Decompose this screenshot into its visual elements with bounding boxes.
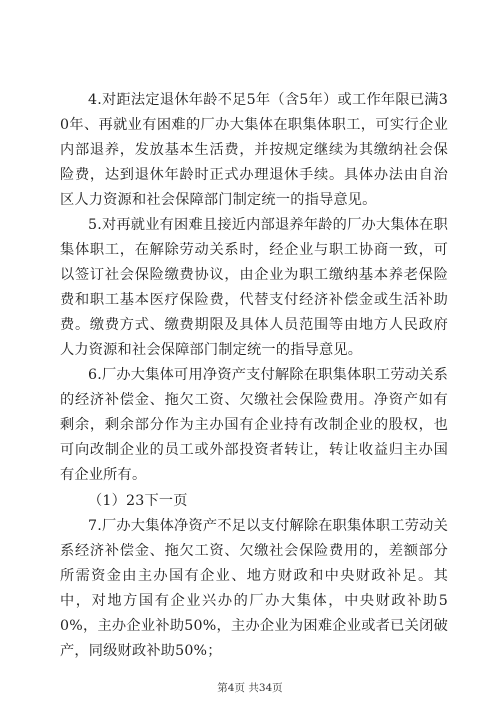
paragraph-6: 6.厂办大集体可用净资产支付解除在职集体职工劳动关系的经济补偿金、拖欠工资、欠缴社会保险费用。净资产如有剩余，剩余部分作为主办国有企业持有改制企业的股权，也可向改制企业的员工或外部投资者转让，转让收益归主办国有企业所有。 xyxy=(60,367,448,483)
page-footer: 第4页 共34页 xyxy=(217,682,283,694)
paragraph-5: 5.对再就业有困难且接近内部退养年龄的厂办大集体在职集体职工，在解除劳动关系时，经企业与职工协商一致，可以签订社会保险缴费协议，由企业为职工缴纳基本养老保险费和职工基本医疗保险费，代替支付经济补偿金或生活补助费。缴费方式、缴费期限及具体人员范围等由地方人民政府人力资源和社会保障部门制定统一的指导意见。 xyxy=(60,217,448,358)
document-body xyxy=(60,88,448,664)
paragraph-7: 7.厂办大集体净资产不足以支付解除在职集体职工劳动关系经济补偿金、拖欠工资、欠缴社会保险费用的，差额部分所需资金由主办国有企业、地方财政和中央财政补足。其中，对地方国有企业兴办的厂办大集体，中央财政补助50%，主办企业补助50%，主办企业为困难企业或者已关闭破产，同级财政补助50%； xyxy=(60,518,448,659)
paragraph-4: 4.对距法定退休年龄不足5年（含5年）或工作年限已满30年、再就业有困难的厂办大集体在职集体职工，可实行企业内部退养，发放基本生活费，并按规定继续为其缴纳社会保险费，达到退休年龄时正式办理退休手续。具体办法由自治区人力资源和社会保障部门制定统一的指导意见。 xyxy=(60,92,448,208)
next-page-link[interactable]: （1）23下一页 xyxy=(88,493,188,509)
